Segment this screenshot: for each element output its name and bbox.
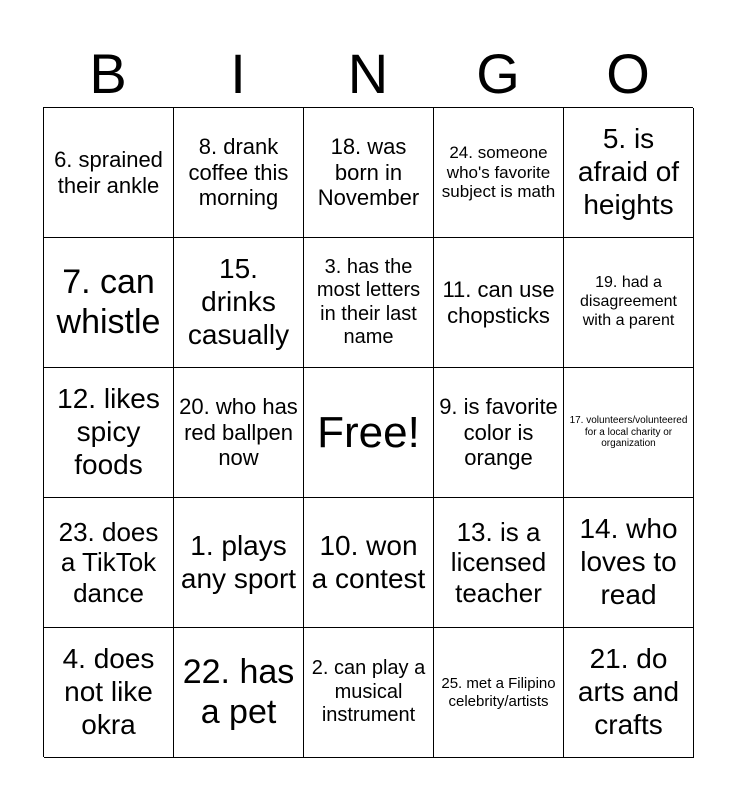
bingo-cell[interactable] [174,108,304,238]
bingo-cell[interactable] [434,368,564,498]
bingo-cell[interactable] [174,238,304,368]
header-letter-n: N [347,42,389,105]
bingo-cell[interactable] [304,108,434,238]
cell-text: 13. is a licensed teacher [450,516,547,608]
bingo-cell[interactable] [564,108,694,238]
cell-text: 20. who has red ballpen now [179,393,298,471]
cell-text: 24. someone who's favorite subject is math [441,142,556,202]
cell-text: 17. volunteers/volunteered for a local charity or organization [569,414,688,450]
free-cell[interactable] [304,368,434,498]
cell-text: 9. is favorite color is orange [439,393,558,471]
bingo-cell[interactable] [434,108,564,238]
cell-text: 25. met a Filipino celebrity/artists [441,674,556,710]
cell-text: 15. drinks casually [187,253,290,350]
bingo-cell[interactable] [564,498,694,628]
bingo-cell[interactable] [44,108,174,238]
bingo-cell[interactable] [564,628,694,758]
free-text: Free! [317,407,420,457]
bingo-cell[interactable] [434,628,564,758]
bingo-cell[interactable] [174,368,304,498]
bingo-header [43,40,693,108]
cell-text: 5. is afraid of heights [577,123,680,220]
bingo-cell[interactable] [304,498,434,628]
cell-text: 7. can whistle [56,262,161,341]
cell-text: 11. can use chopsticks [442,276,555,328]
bingo-cell[interactable] [564,368,694,498]
bingo-board [43,107,693,757]
bingo-cell[interactable] [174,628,304,758]
cell-text: 23. does a TikTok dance [58,516,159,608]
cell-text: 2. can play a musical instrument [311,657,426,727]
cell-text: 12. likes spicy foods [57,383,160,480]
bingo-cell[interactable] [174,498,304,628]
cell-text: 8. drank coffee this morning [188,133,289,211]
cell-text: 6. sprained their ankle [54,146,163,198]
bingo-cell[interactable] [44,238,174,368]
cell-text: 1. plays any sport [180,529,297,594]
bingo-cell[interactable] [564,238,694,368]
cell-text: 22. has a pet [182,652,295,731]
bingo-cell[interactable] [304,238,434,368]
cell-text: 18. was born in November [317,133,420,211]
cell-text: 3. has the most letters in their last name [316,255,421,348]
header-letter-i: I [230,42,246,105]
bingo-cell[interactable] [44,498,174,628]
bingo-cell[interactable] [434,238,564,368]
cell-text: 21. do arts and crafts [577,643,680,740]
cell-text: 4. does not like okra [62,643,155,740]
bingo-cell[interactable] [304,628,434,758]
cell-text: 19. had a disagreement with a parent [580,274,677,329]
bingo-cell[interactable] [44,368,174,498]
header-letter-o: O [606,42,650,105]
header-letter-g: G [476,42,520,105]
cell-text: 14. who loves to read [579,513,678,610]
bingo-cell[interactable] [44,628,174,758]
header-letter-b: B [89,42,127,105]
cell-text: 10. won a contest [311,529,426,594]
bingo-cell[interactable] [434,498,564,628]
